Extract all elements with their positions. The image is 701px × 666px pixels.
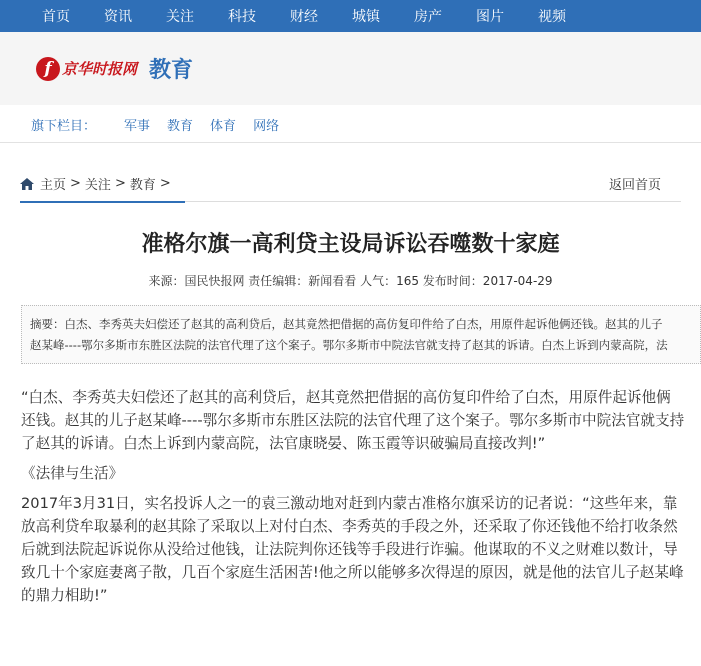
breadcrumb-bar	[20, 170, 681, 202]
breadcrumb-focus[interactable]: 关注	[84, 178, 111, 193]
nav-video[interactable]: 视频	[538, 9, 566, 25]
back-home-link[interactable]: 返回首页	[608, 178, 661, 193]
subnav-education[interactable]: 教育	[167, 118, 194, 134]
logo-text: 京华时报网	[62, 60, 138, 78]
nav-focus[interactable]: 关注	[166, 9, 194, 25]
subnav-network[interactable]: 网络	[253, 118, 280, 134]
breadcrumb-education[interactable]: 教育	[129, 178, 156, 193]
nav-home[interactable]: 首页	[42, 9, 70, 25]
top-navigation	[0, 0, 701, 32]
subnav-sports[interactable]: 体育	[210, 118, 237, 134]
sub-navigation	[0, 106, 701, 143]
nav-finance[interactable]: 财经	[290, 9, 318, 25]
article-paragraph: 2017年3月31日，实名投诉人之一的袁三激动地对赶到内蒙古准格尔旗采访的记者说：“这些年来，靠放高利贷牟取暴利的赵其除了采取以上对付白杰、李秀英的手段之外，还采取了你还钱他不给打收条然后就到法院起诉说你从没给过他钱，让法院判你还钱等手段进行诈骗。他谋取的不义之财难以数计，导致几十个家庭妻离子散，几百个家庭生活困苦!他之所以能够多次得逞的原因，就是他的法官儿子赵某峰的鼎力相助!”	[21, 495, 684, 604]
subnav-label: 旗下栏目：	[31, 118, 97, 134]
breadcrumb-home[interactable]: 主页	[40, 178, 67, 193]
article-meta: 来源：国民快报网 责任编辑：新闻看看 人气：165 发布时间：2017-04-29	[148, 274, 553, 288]
breadcrumb-separator: >	[70, 176, 81, 191]
breadcrumb-separator: >	[159, 176, 171, 191]
home-icon	[20, 178, 34, 190]
summary-line: 摘要：白杰、李秀英夫妇偿还了赵其的高利贷后，赵其竟然把借据的高仿复印件给了白杰，用原件起诉他俩还钱。赵其的儿子	[30, 317, 663, 331]
article-summary	[21, 305, 701, 364]
site-header	[0, 32, 701, 105]
breadcrumb-separator: >	[114, 176, 126, 191]
summary-line: 赵某峰----鄂尔多斯市东胜区法院的法官代理了这个案子。鄂尔多斯市中院法官就支持了赵其的诉请。白杰上诉到内蒙高院，法	[30, 338, 668, 352]
article-paragraph: 《法律与生活》	[21, 465, 124, 482]
logo-icon: f	[36, 57, 60, 81]
subnav-military[interactable]: 军事	[124, 118, 151, 134]
nav-towns[interactable]: 城镇	[352, 9, 380, 25]
breadcrumb	[20, 174, 185, 203]
nav-news[interactable]: 资讯	[104, 9, 132, 25]
article-paragraph: “白杰、李秀英夫妇偿还了赵其的高利贷后，赵其竟然把借据的高仿复印件给了白杰，用原件起诉他俩还钱。赵其的儿子赵某峰----鄂尔多斯市东胜区法院的法官代理了这个案子。鄂尔多斯市中院法官就支持了赵其的诉请。白杰上诉到内蒙高院，法官康晓晏、陈玉霞等识破骗局直接改判!”	[21, 389, 685, 452]
nav-tech[interactable]: 科技	[228, 9, 256, 25]
article-body	[21, 386, 685, 614]
nav-pictures[interactable]: 图片	[476, 9, 504, 25]
site-logo[interactable]	[36, 57, 137, 81]
nav-realestate[interactable]: 房产	[414, 9, 442, 25]
section-title: 教育	[149, 58, 194, 83]
article-title: 准格尔旗一高利贷主设局诉讼吞噬数十家庭	[141, 232, 560, 257]
